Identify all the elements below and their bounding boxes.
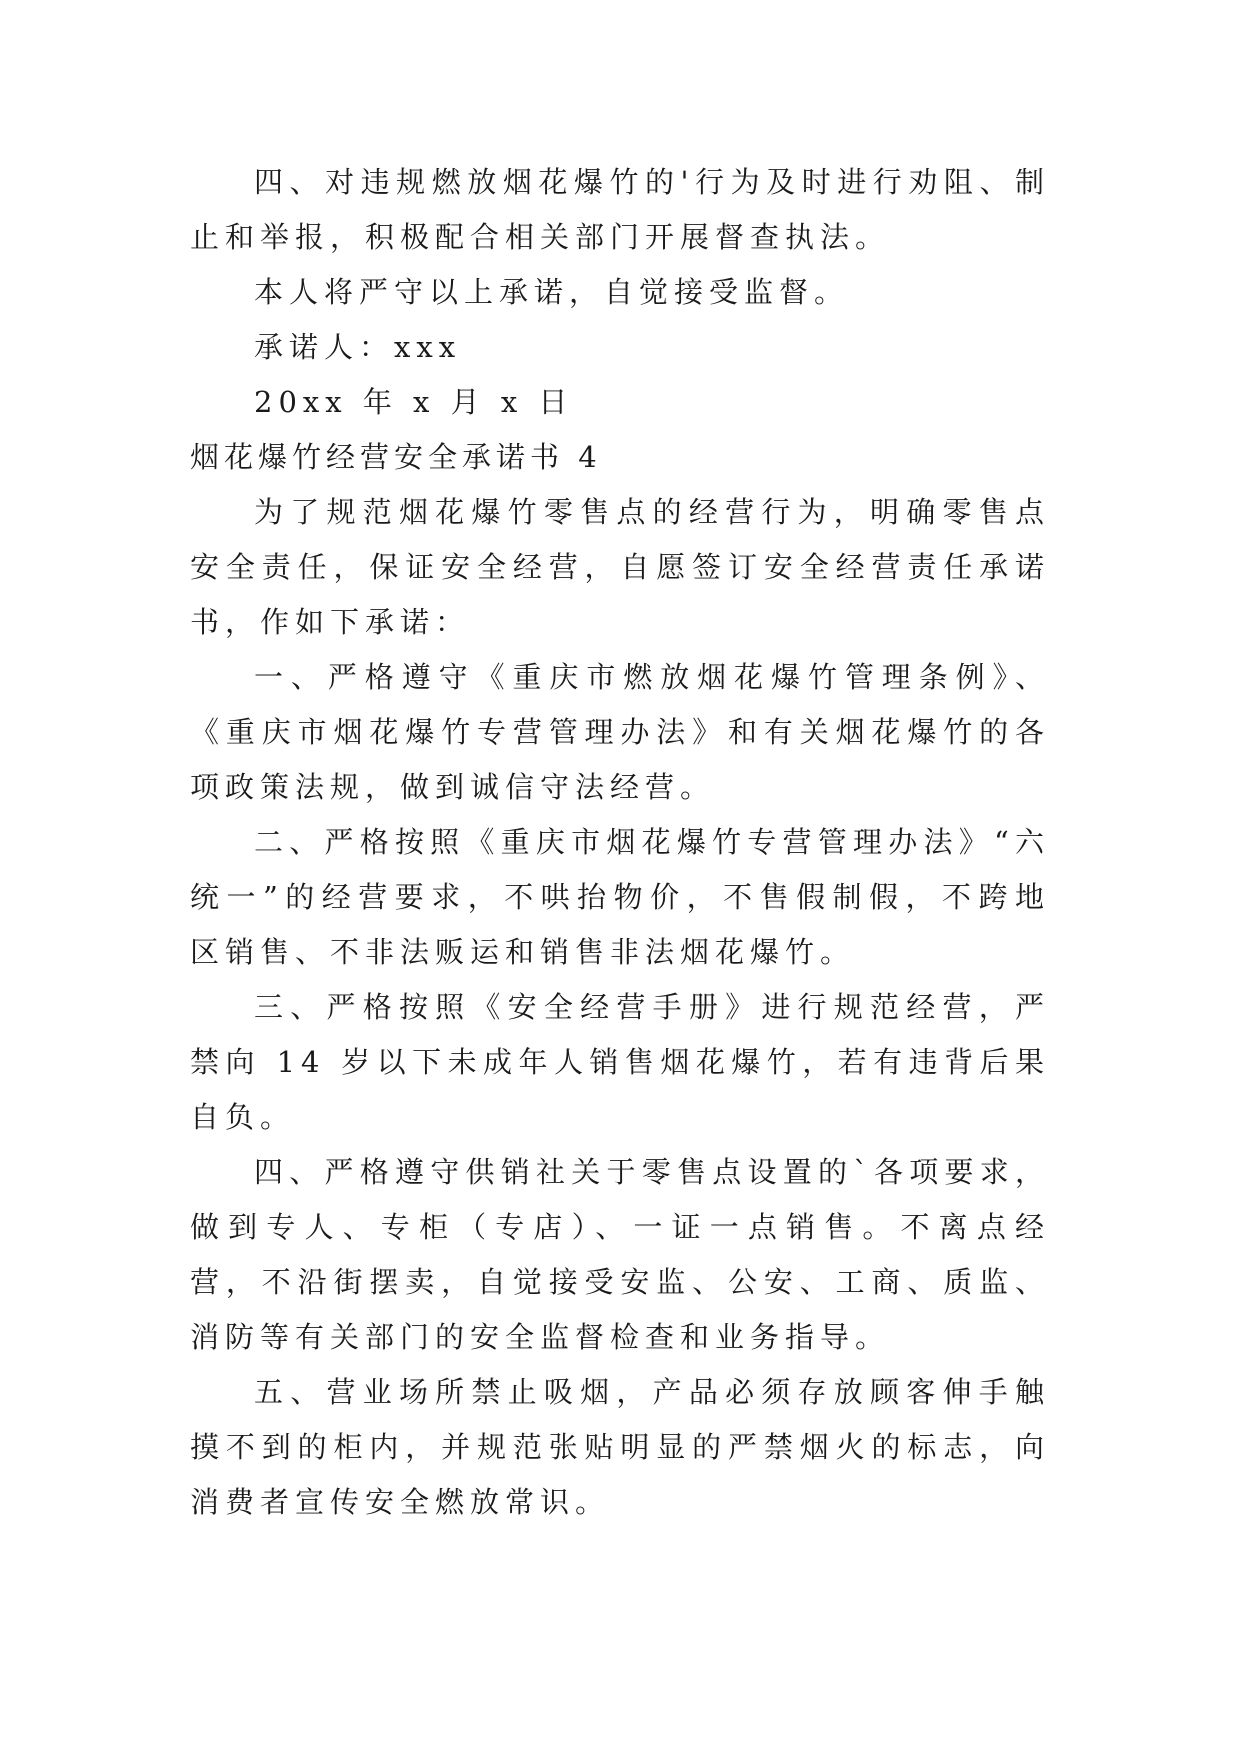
paragraph-clause-1: 一、严格遵守《重庆市燃放烟花爆竹管理条例》、《重庆市烟花爆竹专营管理办法》和有关烟花爆竹的各项政策法规，做到诚信守法经营。	[190, 660, 1050, 804]
document-body	[190, 155, 1050, 1530]
paragraph-clause-5: 五、营业场所禁止吸烟，产品必须存放顾客伸手触摸不到的柜内，并规范张贴明显的严禁烟火的标志，向消费者宣传安全燃放常识。	[190, 1375, 1050, 1519]
paragraph-commitment-statement: 本人将严守以上承诺，自觉接受监督。	[254, 275, 850, 309]
paragraph-intro: 为了规范烟花爆竹零售点的经营行为，明确零售点安全责任，保证安全经营，自愿签订安全经营责任承诺书，作如下承诺：	[190, 495, 1050, 639]
paragraph-clause-4: 四、严格遵守供销社关于零售点设置的`各项要求，做到专人、专柜（专店）、一证一点销售。不离点经营，不沿街摆卖，自觉接受安监、公安、工商、质监、消防等有关部门的安全监督检查和业务指导。	[190, 1155, 1050, 1354]
signatory-line: 承诺人：xxx	[254, 330, 462, 364]
date-line: 20xx 年 x 月 x 日	[254, 385, 574, 419]
paragraph-clause-3: 三、严格按照《安全经营手册》进行规范经营，严禁向 14 岁以下未成年人销售烟花爆竹，若有违背后果自负。	[190, 990, 1050, 1134]
paragraph-clause-4-top: 四、对违规燃放烟花爆竹的'行为及时进行劝阻、制止和举报，积极配合相关部门开展督查执法。	[190, 165, 1050, 254]
section-title: 烟花爆竹经营安全承诺书 4	[190, 440, 602, 474]
paragraph-clause-2: 二、严格按照《重庆市烟花爆竹专营管理办法》“六统一”的经营要求，不哄抬物价，不售假制假，不跨地区销售、不非法贩运和销售非法烟花爆竹。	[190, 825, 1050, 969]
